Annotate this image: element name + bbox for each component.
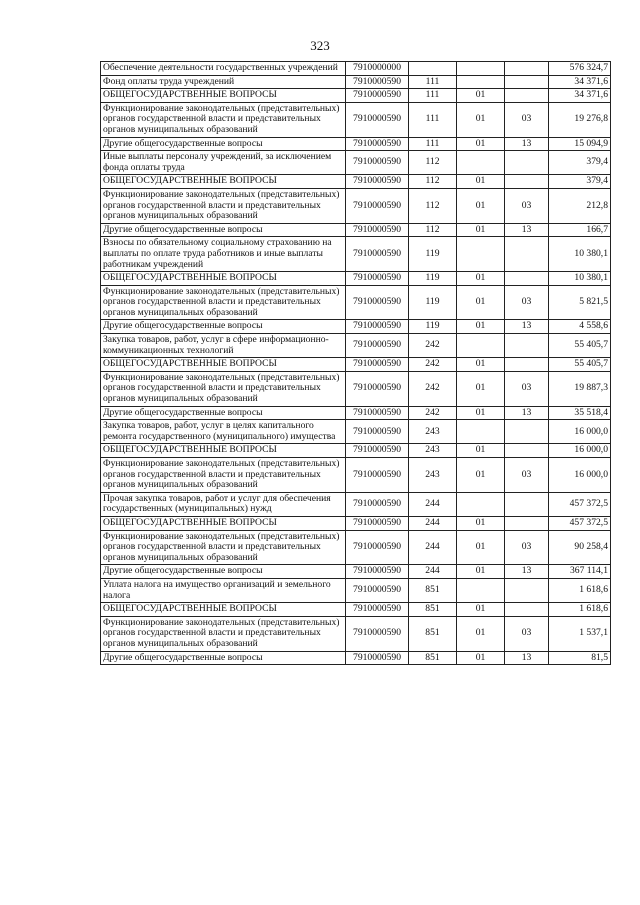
row-expense-type-cell: 244 (409, 565, 457, 579)
row-code-cell: 7910000590 (346, 188, 409, 223)
row-name-cell: ОБЩЕГОСУДАРСТВЕННЫЕ ВОПРОСЫ (101, 444, 346, 458)
row-code-cell: 7910000590 (346, 334, 409, 358)
row-expense-type-cell: 244 (409, 530, 457, 565)
row-expense-type-cell: 112 (409, 151, 457, 175)
row-section-cell: 01 (457, 320, 505, 334)
row-section-cell (457, 420, 505, 444)
row-subsection-cell: 13 (505, 320, 549, 334)
table-row (101, 371, 611, 406)
row-subsection-cell (505, 334, 549, 358)
row-name-cell: ОБЩЕГОСУДАРСТВЕННЫЕ ВОПРОСЫ (101, 272, 346, 286)
row-code-cell: 7910000590 (346, 320, 409, 334)
row-code-cell: 7910000590 (346, 89, 409, 103)
row-name-cell: ОБЩЕГОСУДАРСТВЕННЫЕ ВОПРОСЫ (101, 89, 346, 103)
row-sum-cell: 576 324,7 (549, 62, 611, 76)
row-name-cell: ОБЩЕГОСУДАРСТВЕННЫЕ ВОПРОСЫ (101, 358, 346, 372)
table-row (101, 188, 611, 223)
row-sum-cell: 81,5 (549, 651, 611, 665)
table-row (101, 151, 611, 175)
table-row (101, 358, 611, 372)
row-subsection-cell: 13 (505, 565, 549, 579)
row-subsection-cell (505, 272, 549, 286)
row-expense-type-cell: 112 (409, 223, 457, 237)
row-name-cell: Другие общегосударственные вопросы (101, 651, 346, 665)
row-sum-cell: 379,4 (549, 175, 611, 189)
row-name-cell: Закупка товаров, работ, услуг в сфере информационно-коммуникационных технологий (101, 334, 346, 358)
row-expense-type-cell: 112 (409, 188, 457, 223)
row-sum-cell: 457 372,5 (549, 492, 611, 516)
row-code-cell: 7910000590 (346, 578, 409, 602)
row-subsection-cell (505, 358, 549, 372)
row-subsection-cell: 13 (505, 223, 549, 237)
row-name-cell: Взносы по обязательному социальному страхованию на выплаты по оплате труда работников и иные выплаты работникам учреждений (101, 237, 346, 272)
row-expense-type-cell: 242 (409, 334, 457, 358)
row-code-cell: 7910000590 (346, 420, 409, 444)
row-name-cell: Функционирование законодательных (представительных) органов государственной власти и представительных органов муниципальных образований (101, 458, 346, 493)
row-name-cell: Другие общегосударственные вопросы (101, 406, 346, 420)
row-code-cell: 7910000590 (346, 75, 409, 89)
row-code-cell: 7910000590 (346, 137, 409, 151)
row-name-cell: Другие общегосударственные вопросы (101, 320, 346, 334)
row-expense-type-cell: 242 (409, 371, 457, 406)
row-sum-cell: 367 114,1 (549, 565, 611, 579)
row-section-cell: 01 (457, 458, 505, 493)
row-code-cell: 7910000590 (346, 175, 409, 189)
row-subsection-cell: 03 (505, 530, 549, 565)
row-code-cell: 7910000590 (346, 492, 409, 516)
row-expense-type-cell: 119 (409, 237, 457, 272)
row-subsection-cell (505, 175, 549, 189)
row-section-cell: 01 (457, 358, 505, 372)
row-sum-cell: 34 371,6 (549, 89, 611, 103)
row-sum-cell: 55 405,7 (549, 334, 611, 358)
table-row (101, 492, 611, 516)
table-row (101, 616, 611, 651)
row-subsection-cell: 03 (505, 458, 549, 493)
row-code-cell: 7910000590 (346, 151, 409, 175)
row-sum-cell: 16 000,0 (549, 420, 611, 444)
row-name-cell: Функционирование законодательных (представительных) органов государственной власти и представительных органов муниципальных образований (101, 616, 346, 651)
row-section-cell (457, 62, 505, 76)
row-expense-type-cell: 243 (409, 420, 457, 444)
row-code-cell: 7910000590 (346, 237, 409, 272)
budget-table-body (101, 62, 611, 665)
row-section-cell: 01 (457, 272, 505, 286)
table-row (101, 89, 611, 103)
row-subsection-cell (505, 444, 549, 458)
row-subsection-cell (505, 420, 549, 444)
table-row (101, 420, 611, 444)
row-section-cell: 01 (457, 530, 505, 565)
row-expense-type-cell: 111 (409, 102, 457, 137)
row-name-cell: Уплата налога на имущество организаций и земельного налога (101, 578, 346, 602)
row-code-cell: 7910000590 (346, 223, 409, 237)
row-code-cell: 7910000590 (346, 358, 409, 372)
row-expense-type-cell: 111 (409, 75, 457, 89)
row-code-cell: 7910000590 (346, 285, 409, 320)
row-sum-cell: 35 518,4 (549, 406, 611, 420)
row-section-cell: 01 (457, 406, 505, 420)
row-subsection-cell (505, 578, 549, 602)
row-subsection-cell: 03 (505, 371, 549, 406)
row-expense-type-cell: 242 (409, 406, 457, 420)
table-row (101, 272, 611, 286)
row-sum-cell: 4 558,6 (549, 320, 611, 334)
row-subsection-cell: 03 (505, 616, 549, 651)
row-code-cell: 7910000590 (346, 272, 409, 286)
row-sum-cell: 1 618,6 (549, 578, 611, 602)
row-name-cell: Функционирование законодательных (представительных) органов государственной власти и представительных органов муниципальных образований (101, 530, 346, 565)
row-name-cell: Другие общегосударственные вопросы (101, 565, 346, 579)
row-subsection-cell (505, 603, 549, 617)
row-name-cell: Другие общегосударственные вопросы (101, 223, 346, 237)
table-row (101, 406, 611, 420)
row-section-cell: 01 (457, 603, 505, 617)
row-section-cell (457, 75, 505, 89)
row-code-cell: 7910000590 (346, 102, 409, 137)
row-sum-cell: 10 380,1 (549, 272, 611, 286)
row-name-cell: Фонд оплаты труда учреждений (101, 75, 346, 89)
row-section-cell: 01 (457, 651, 505, 665)
row-name-cell: Функционирование законодательных (представительных) органов государственной власти и представительных органов муниципальных образований (101, 371, 346, 406)
row-code-cell: 7910000000 (346, 62, 409, 76)
row-sum-cell: 90 258,4 (549, 530, 611, 565)
row-expense-type-cell: 242 (409, 358, 457, 372)
row-name-cell: ОБЩЕГОСУДАРСТВЕННЫЕ ВОПРОСЫ (101, 603, 346, 617)
row-subsection-cell (505, 75, 549, 89)
row-subsection-cell (505, 62, 549, 76)
row-sum-cell: 166,7 (549, 223, 611, 237)
row-section-cell: 01 (457, 89, 505, 103)
table-row (101, 334, 611, 358)
row-section-cell: 01 (457, 175, 505, 189)
row-sum-cell: 1 537,1 (549, 616, 611, 651)
row-name-cell: ОБЩЕГОСУДАРСТВЕННЫЕ ВОПРОСЫ (101, 516, 346, 530)
table-row (101, 175, 611, 189)
row-subsection-cell: 13 (505, 406, 549, 420)
table-row (101, 444, 611, 458)
row-name-cell: Функционирование законодательных (представительных) органов государственной власти и представительных органов муниципальных образований (101, 285, 346, 320)
row-section-cell: 01 (457, 565, 505, 579)
row-expense-type-cell: 244 (409, 516, 457, 530)
row-expense-type-cell: 111 (409, 89, 457, 103)
row-code-cell: 7910000590 (346, 603, 409, 617)
row-sum-cell: 10 380,1 (549, 237, 611, 272)
row-name-cell: Функционирование законодательных (представительных) органов государственной власти и представительных органов муниципальных образований (101, 102, 346, 137)
row-sum-cell: 1 618,6 (549, 603, 611, 617)
table-row (101, 565, 611, 579)
row-subsection-cell: 03 (505, 188, 549, 223)
row-section-cell: 01 (457, 102, 505, 137)
table-row (101, 62, 611, 76)
row-section-cell: 01 (457, 616, 505, 651)
row-code-cell: 7910000590 (346, 651, 409, 665)
row-section-cell: 01 (457, 223, 505, 237)
row-section-cell: 01 (457, 188, 505, 223)
row-code-cell: 7910000590 (346, 406, 409, 420)
table-row (101, 603, 611, 617)
row-subsection-cell: 13 (505, 651, 549, 665)
row-subsection-cell (505, 237, 549, 272)
row-name-cell: Иные выплаты персоналу учреждений, за исключением фонда оплаты труда (101, 151, 346, 175)
row-code-cell: 7910000590 (346, 616, 409, 651)
row-code-cell: 7910000590 (346, 565, 409, 579)
row-section-cell: 01 (457, 516, 505, 530)
row-name-cell: Другие общегосударственные вопросы (101, 137, 346, 151)
row-name-cell: Функционирование законодательных (представительных) органов государственной власти и представительных органов муниципальных образований (101, 188, 346, 223)
row-expense-type-cell: 851 (409, 603, 457, 617)
row-section-cell (457, 578, 505, 602)
row-sum-cell: 16 000,0 (549, 458, 611, 493)
row-code-cell: 7910000590 (346, 458, 409, 493)
row-code-cell: 7910000590 (346, 516, 409, 530)
table-row (101, 516, 611, 530)
row-section-cell: 01 (457, 285, 505, 320)
row-sum-cell: 379,4 (549, 151, 611, 175)
page-number: 323 (310, 38, 330, 53)
row-subsection-cell: 13 (505, 137, 549, 151)
row-expense-type-cell: 112 (409, 175, 457, 189)
row-expense-type-cell: 243 (409, 458, 457, 493)
row-subsection-cell: 03 (505, 102, 549, 137)
row-section-cell (457, 334, 505, 358)
row-sum-cell: 19 887,3 (549, 371, 611, 406)
table-row (101, 578, 611, 602)
row-code-cell: 7910000590 (346, 530, 409, 565)
row-expense-type-cell: 851 (409, 651, 457, 665)
row-expense-type-cell: 244 (409, 492, 457, 516)
table-row (101, 223, 611, 237)
row-expense-type-cell (409, 62, 457, 76)
row-sum-cell: 5 821,5 (549, 285, 611, 320)
table-row (101, 530, 611, 565)
row-subsection-cell (505, 492, 549, 516)
row-subsection-cell (505, 151, 549, 175)
row-expense-type-cell: 851 (409, 578, 457, 602)
table-row (101, 458, 611, 493)
row-expense-type-cell: 851 (409, 616, 457, 651)
row-section-cell: 01 (457, 371, 505, 406)
table-row (101, 237, 611, 272)
row-sum-cell: 15 094,9 (549, 137, 611, 151)
row-section-cell (457, 151, 505, 175)
row-name-cell: Закупка товаров, работ, услуг в целях капитального ремонта государственного (муниципального) имущества (101, 420, 346, 444)
row-subsection-cell (505, 516, 549, 530)
row-sum-cell: 34 371,6 (549, 75, 611, 89)
row-code-cell: 7910000590 (346, 444, 409, 458)
table-row (101, 651, 611, 665)
row-sum-cell: 19 276,8 (549, 102, 611, 137)
row-sum-cell: 16 000,0 (549, 444, 611, 458)
row-section-cell: 01 (457, 444, 505, 458)
row-name-cell: Обеспечение деятельности государственных учреждений (101, 62, 346, 76)
row-subsection-cell (505, 89, 549, 103)
row-expense-type-cell: 119 (409, 272, 457, 286)
row-code-cell: 7910000590 (346, 371, 409, 406)
table-row (101, 285, 611, 320)
row-sum-cell: 212,8 (549, 188, 611, 223)
row-expense-type-cell: 119 (409, 320, 457, 334)
row-section-cell (457, 492, 505, 516)
row-sum-cell: 457 372,5 (549, 516, 611, 530)
row-expense-type-cell: 111 (409, 137, 457, 151)
budget-table (100, 61, 611, 665)
row-expense-type-cell: 243 (409, 444, 457, 458)
table-row (101, 75, 611, 89)
row-subsection-cell: 03 (505, 285, 549, 320)
row-name-cell: ОБЩЕГОСУДАРСТВЕННЫЕ ВОПРОСЫ (101, 175, 346, 189)
table-row (101, 137, 611, 151)
row-expense-type-cell: 119 (409, 285, 457, 320)
row-sum-cell: 55 405,7 (549, 358, 611, 372)
table-row (101, 320, 611, 334)
row-section-cell (457, 237, 505, 272)
row-section-cell: 01 (457, 137, 505, 151)
row-name-cell: Прочая закупка товаров, работ и услуг для обеспечения государственных (муниципальных) нужд (101, 492, 346, 516)
table-row (101, 102, 611, 137)
